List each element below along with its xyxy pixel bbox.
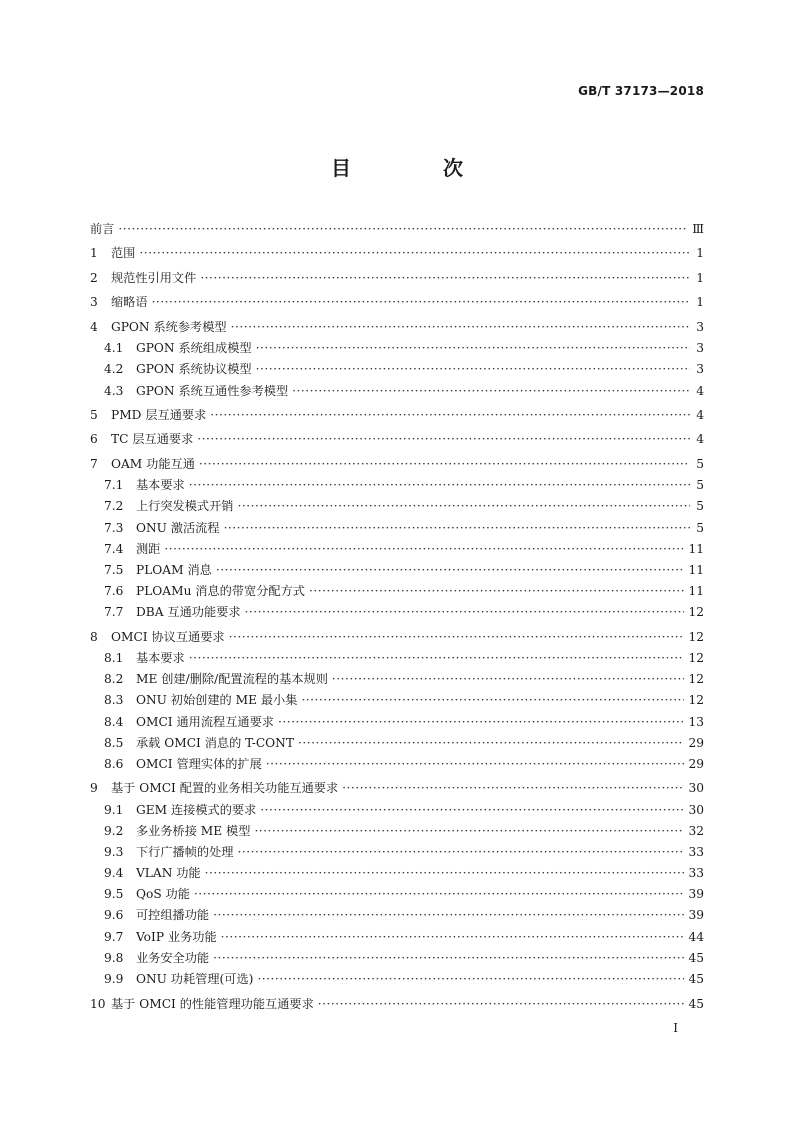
dot-leader xyxy=(197,432,690,446)
standard-code: GB/T 37173—2018 xyxy=(578,84,704,98)
dot-leader xyxy=(298,736,685,750)
toc-entry-label: 基于 OMCI 配置的业务相关功能互通要求 xyxy=(111,781,339,796)
toc-entry-number: 8.6 xyxy=(104,756,124,771)
toc-entry[interactable] xyxy=(90,691,704,712)
dot-leader xyxy=(221,930,685,944)
toc-entry-page: 4 xyxy=(696,432,704,447)
toc-entry-number: 4.1 xyxy=(104,341,124,356)
toc-entry-page: 3 xyxy=(696,319,704,334)
dot-leader xyxy=(256,341,690,355)
toc-entry[interactable] xyxy=(90,995,704,1016)
toc-entry-label: PLOAM 消息 xyxy=(136,562,212,577)
toc-entry-label: 业务安全功能 xyxy=(136,950,210,965)
dot-leader xyxy=(238,499,691,513)
toc-entry-number: 9.6 xyxy=(104,908,124,923)
toc-entry[interactable] xyxy=(90,220,704,241)
toc-entry-label: QoS 功能 xyxy=(136,887,190,902)
toc-entry[interactable] xyxy=(90,843,704,864)
toc-entry-page: 5 xyxy=(696,520,704,535)
toc-title: 目 次 xyxy=(331,156,499,180)
toc-entry-page: 32 xyxy=(688,823,704,838)
dot-leader xyxy=(266,757,685,771)
toc-entry-page: 29 xyxy=(688,735,704,750)
dot-leader xyxy=(210,408,690,422)
dot-leader xyxy=(213,908,684,922)
toc-entry-page: Ⅲ xyxy=(692,222,704,236)
dot-leader xyxy=(309,584,685,598)
dot-leader xyxy=(292,384,690,398)
toc-entry-label: ONU 功耗管理(可选) xyxy=(136,972,254,987)
dot-leader xyxy=(216,563,685,577)
toc-entry-label: GPON 系统协议模型 xyxy=(136,362,252,377)
toc-entry[interactable] xyxy=(90,670,704,691)
toc-entry-label: ME 创建/删除/配置流程的基本规则 xyxy=(136,672,328,687)
toc-entry[interactable] xyxy=(90,713,704,734)
toc-entry-label: 前言 xyxy=(90,222,115,236)
dot-leader xyxy=(205,866,685,880)
toc-entry-label: OMCI 管理实体的扩展 xyxy=(136,756,262,771)
dot-leader xyxy=(229,630,685,644)
toc-entry-page: 5 xyxy=(696,478,704,493)
dot-leader xyxy=(254,824,684,838)
toc-entry-number: 2 xyxy=(90,270,98,285)
toc-entry-number: 8 xyxy=(90,629,98,644)
table-of-contents xyxy=(90,220,704,1016)
toc-entry-page: 12 xyxy=(688,650,704,665)
toc-entry-number: 5 xyxy=(90,407,98,422)
dot-leader xyxy=(199,457,690,471)
toc-entry-number: 7 xyxy=(90,456,98,471)
toc-entry[interactable] xyxy=(90,779,704,800)
toc-entry-page: 3 xyxy=(696,362,704,377)
toc-entry-label: 上行突发模式开销 xyxy=(136,499,234,514)
dot-leader xyxy=(152,295,690,309)
toc-entry-page: 11 xyxy=(688,584,704,599)
toc-entry-page: 4 xyxy=(696,407,704,422)
toc-entry-number: 3 xyxy=(90,295,98,310)
dot-leader xyxy=(278,715,685,729)
toc-entry-label: TC 层互通要求 xyxy=(111,432,194,447)
toc-entry-label: 下行广播帧的处理 xyxy=(136,844,234,859)
toc-entry-label: GPON 系统参考模型 xyxy=(111,319,227,334)
dot-leader xyxy=(245,605,685,619)
toc-entry-number: 9.4 xyxy=(104,866,124,881)
toc-entry-page: 39 xyxy=(688,908,704,923)
toc-entry-number: 8.3 xyxy=(104,693,124,708)
dot-leader xyxy=(118,222,688,236)
dot-leader xyxy=(260,803,684,817)
dot-leader xyxy=(213,951,684,965)
toc-entry-page: 3 xyxy=(696,341,704,356)
toc-entry-page: 12 xyxy=(688,605,704,620)
toc-entry-label: VLAN 功能 xyxy=(136,866,201,881)
toc-entry-label: 基本要求 xyxy=(136,478,185,493)
toc-entry-number: 7.2 xyxy=(104,499,124,514)
toc-entry-label: OMCI 协议互通要求 xyxy=(111,629,225,644)
toc-entry-page: 12 xyxy=(688,629,704,644)
toc-entry-page: 44 xyxy=(688,929,704,944)
dot-leader xyxy=(139,246,690,260)
toc-entry-label: 多业务桥接 ME 模型 xyxy=(136,823,251,838)
toc-entry-page: 11 xyxy=(688,541,704,556)
dot-leader xyxy=(301,693,684,707)
dot-leader xyxy=(231,320,690,334)
toc-entry-page: 39 xyxy=(688,887,704,902)
toc-entry-page: 12 xyxy=(688,693,704,708)
toc-entry-label: ONU 初始创建的 ME 最小集 xyxy=(136,693,298,708)
toc-entry-label: PLOAMu 消息的带宽分配方式 xyxy=(136,584,305,599)
toc-entry-page: 4 xyxy=(696,383,704,398)
dot-leader xyxy=(332,672,685,686)
dot-leader xyxy=(189,651,685,665)
toc-entry-number: 9.7 xyxy=(104,929,124,944)
toc-entry-page: 5 xyxy=(696,456,704,471)
toc-entry-page: 33 xyxy=(688,866,704,881)
toc-entry-number: 7.1 xyxy=(104,478,124,493)
toc-entry[interactable] xyxy=(90,949,704,970)
toc-entry[interactable] xyxy=(90,885,704,906)
toc-entry-number: 7.4 xyxy=(104,541,124,556)
toc-entry[interactable] xyxy=(90,382,704,403)
toc-entry-label: VoIP 业务功能 xyxy=(136,929,217,944)
toc-entry[interactable] xyxy=(90,269,704,290)
toc-entry-page: 30 xyxy=(688,802,704,817)
toc-entry-number: 7.3 xyxy=(104,520,124,535)
toc-entry-page: 5 xyxy=(696,499,704,514)
toc-entry-label: PMD 层互通要求 xyxy=(111,407,207,422)
toc-entry-page: 45 xyxy=(688,972,704,987)
toc-entry[interactable] xyxy=(90,561,704,582)
toc-entry-number: 10 xyxy=(90,996,106,1011)
toc-entry-number: 9.9 xyxy=(104,972,124,987)
toc-entry-number: 6 xyxy=(90,432,98,447)
toc-entry-label: 基于 OMCI 的性能管理功能互通要求 xyxy=(111,996,314,1011)
toc-entry[interactable] xyxy=(90,822,704,843)
toc-entry-number: 8.1 xyxy=(104,650,124,665)
toc-entry[interactable] xyxy=(90,928,704,949)
toc-entry-page: 12 xyxy=(688,672,704,687)
toc-entry-number: 4.3 xyxy=(104,383,124,398)
toc-entry[interactable] xyxy=(90,360,704,381)
toc-entry-page: 1 xyxy=(696,270,704,285)
toc-entry[interactable] xyxy=(90,497,704,518)
dot-leader xyxy=(200,271,690,285)
toc-entry-number: 9.3 xyxy=(104,844,124,859)
toc-entry-label: 基本要求 xyxy=(136,650,185,665)
toc-entry[interactable] xyxy=(90,455,704,476)
toc-entry-label: 测距 xyxy=(136,541,161,556)
toc-entry-label: 承载 OMCI 消息的 T-CONT xyxy=(136,735,294,750)
toc-entry-page: 13 xyxy=(688,714,704,729)
toc-entry[interactable] xyxy=(90,339,704,360)
dot-leader xyxy=(257,972,684,986)
toc-entry[interactable] xyxy=(90,244,704,265)
toc-entry-label: GEM 连接模式的要求 xyxy=(136,802,257,817)
toc-entry[interactable] xyxy=(90,293,704,314)
page-number: Ⅰ xyxy=(673,1021,678,1035)
dot-leader xyxy=(238,845,685,859)
toc-entry-label: 范围 xyxy=(111,246,136,261)
toc-entry[interactable] xyxy=(90,734,704,755)
dot-leader xyxy=(194,887,685,901)
dot-leader xyxy=(189,478,690,492)
toc-entry[interactable] xyxy=(90,649,704,670)
toc-entry[interactable] xyxy=(90,755,704,776)
toc-entry-number: 4.2 xyxy=(104,362,124,377)
toc-entry-label: 缩略语 xyxy=(111,295,148,310)
toc-entry-label: DBA 互通功能要求 xyxy=(136,605,241,620)
toc-entry-page: 33 xyxy=(688,844,704,859)
toc-entry-number: 1 xyxy=(90,246,98,261)
toc-entry-label: ONU 激活流程 xyxy=(136,520,220,535)
toc-entry-number: 7.5 xyxy=(104,562,124,577)
toc-entry-number: 9.1 xyxy=(104,802,124,817)
dot-leader xyxy=(342,781,684,795)
dot-leader xyxy=(164,542,684,556)
dot-leader xyxy=(224,521,690,535)
toc-entry-label: GPON 系统组成模型 xyxy=(136,341,252,356)
toc-entry[interactable] xyxy=(90,603,704,624)
toc-entry[interactable] xyxy=(90,430,704,451)
toc-entry-number: 7.6 xyxy=(104,584,124,599)
toc-entry-number: 9.5 xyxy=(104,887,124,902)
dot-leader xyxy=(318,997,685,1011)
toc-entry-number: 8.5 xyxy=(104,735,124,750)
toc-entry-page: 29 xyxy=(688,756,704,771)
toc-entry-page: 45 xyxy=(688,950,704,965)
toc-entry-page: 1 xyxy=(696,295,704,310)
toc-entry[interactable] xyxy=(90,906,704,927)
toc-entry-number: 9.8 xyxy=(104,950,124,965)
toc-entry-number: 9.2 xyxy=(104,823,124,838)
toc-entry[interactable] xyxy=(90,540,704,561)
toc-entry-page: 11 xyxy=(688,562,704,577)
toc-entry-label: OAM 功能互通 xyxy=(111,456,195,471)
toc-entry[interactable] xyxy=(90,406,704,427)
toc-entry-number: 9 xyxy=(90,781,98,796)
toc-entry-number: 8.2 xyxy=(104,672,124,687)
toc-entry-page: 30 xyxy=(688,781,704,796)
toc-entry[interactable] xyxy=(90,801,704,822)
toc-entry-number: 8.4 xyxy=(104,714,124,729)
toc-entry[interactable] xyxy=(90,864,704,885)
toc-entry[interactable] xyxy=(90,582,704,603)
toc-entry-page: 1 xyxy=(696,246,704,261)
toc-entry[interactable] xyxy=(90,970,704,991)
toc-entry[interactable] xyxy=(90,519,704,540)
toc-entry[interactable] xyxy=(90,318,704,339)
toc-entry-page: 45 xyxy=(688,996,704,1011)
toc-entry-label: 规范性引用文件 xyxy=(111,270,197,285)
toc-entry-label: OMCI 通用流程互通要求 xyxy=(136,714,274,729)
toc-entry-label: 可控组播功能 xyxy=(136,908,210,923)
toc-entry[interactable] xyxy=(90,476,704,497)
dot-leader xyxy=(256,362,690,376)
toc-entry-label: GPON 系统互通性参考模型 xyxy=(136,383,289,398)
toc-entry-number: 4 xyxy=(90,319,98,334)
toc-entry[interactable] xyxy=(90,628,704,649)
toc-entry-number: 7.7 xyxy=(104,605,124,620)
